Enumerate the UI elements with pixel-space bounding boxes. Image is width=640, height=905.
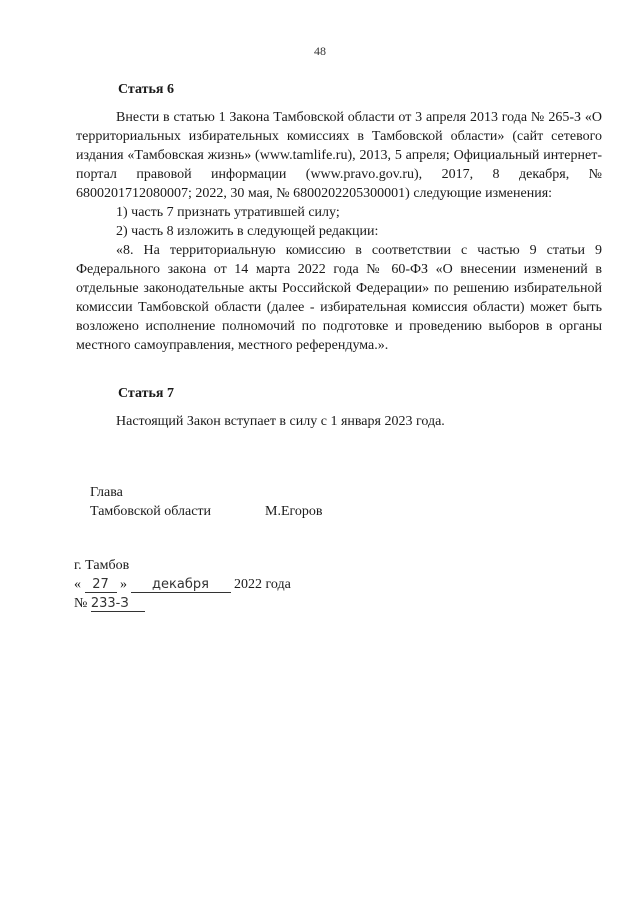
date-day: 27	[85, 578, 117, 593]
quote-open: «	[74, 577, 81, 592]
article-7-heading: Статья 7	[118, 386, 174, 401]
law-number: 233-З	[91, 597, 145, 612]
signatory-title-line1: Глава	[90, 485, 123, 500]
date-year: 2022 года	[234, 577, 291, 592]
article-7-paragraph: Настоящий Закон вступает в силу с 1 января 2023 года.	[116, 414, 445, 429]
date-line	[74, 575, 291, 594]
number-sign: №	[74, 596, 88, 611]
signatory-name: М.Егоров	[265, 504, 323, 519]
date-month: декабря	[131, 578, 231, 593]
article-6-paragraph: Внести в статью 1 Закона Тамбовской области от 3 апреля 2013 года № 265-З «О территориальных избирательных комиссиях в Тамбовской области» (сайт сетевого издания «Тамбовская жизнь» (www.tamlife.ru), 2013, 5 апреля; Официальный интернет-портал правовой информации (www.pravo.gov.ru), 2017, 8 декабря, № 6800201712080007; 2022, 30 мая, № 6800202205300001) следующие изменения:	[76, 110, 602, 201]
footer-block	[74, 556, 291, 613]
article-7-body	[76, 412, 602, 431]
article-6-paragraph: 1) часть 7 признать утратившей силу;	[116, 205, 340, 220]
article-6-heading: Статья 6	[118, 82, 174, 97]
signatory-title-line2: Тамбовской области	[90, 504, 212, 519]
article-6-paragraph: 2) часть 8 изложить в следующей редакции:	[116, 224, 379, 239]
signature-block	[90, 483, 323, 521]
article-6-body	[76, 108, 602, 355]
city-line: г. Тамбов	[74, 558, 130, 573]
page-number: 48	[314, 44, 326, 58]
article-6-paragraph: «8. На территориальную комиссию в соответствии с частью 9 статьи 9 Федерального закона от 14 марта 2022 года № 60-ФЗ «О внесении изменений в отдельные законодательные акты Российской Федерации» по решению избирательной комиссии Тамбовской области (далее - избирательная комиссия области) может быть возложено исполнение полномочий по подготовке и проведению выборов в органы местного самоуправления, местного референдума.».	[76, 243, 602, 353]
number-line	[74, 594, 291, 613]
quote-close: »	[120, 577, 127, 592]
